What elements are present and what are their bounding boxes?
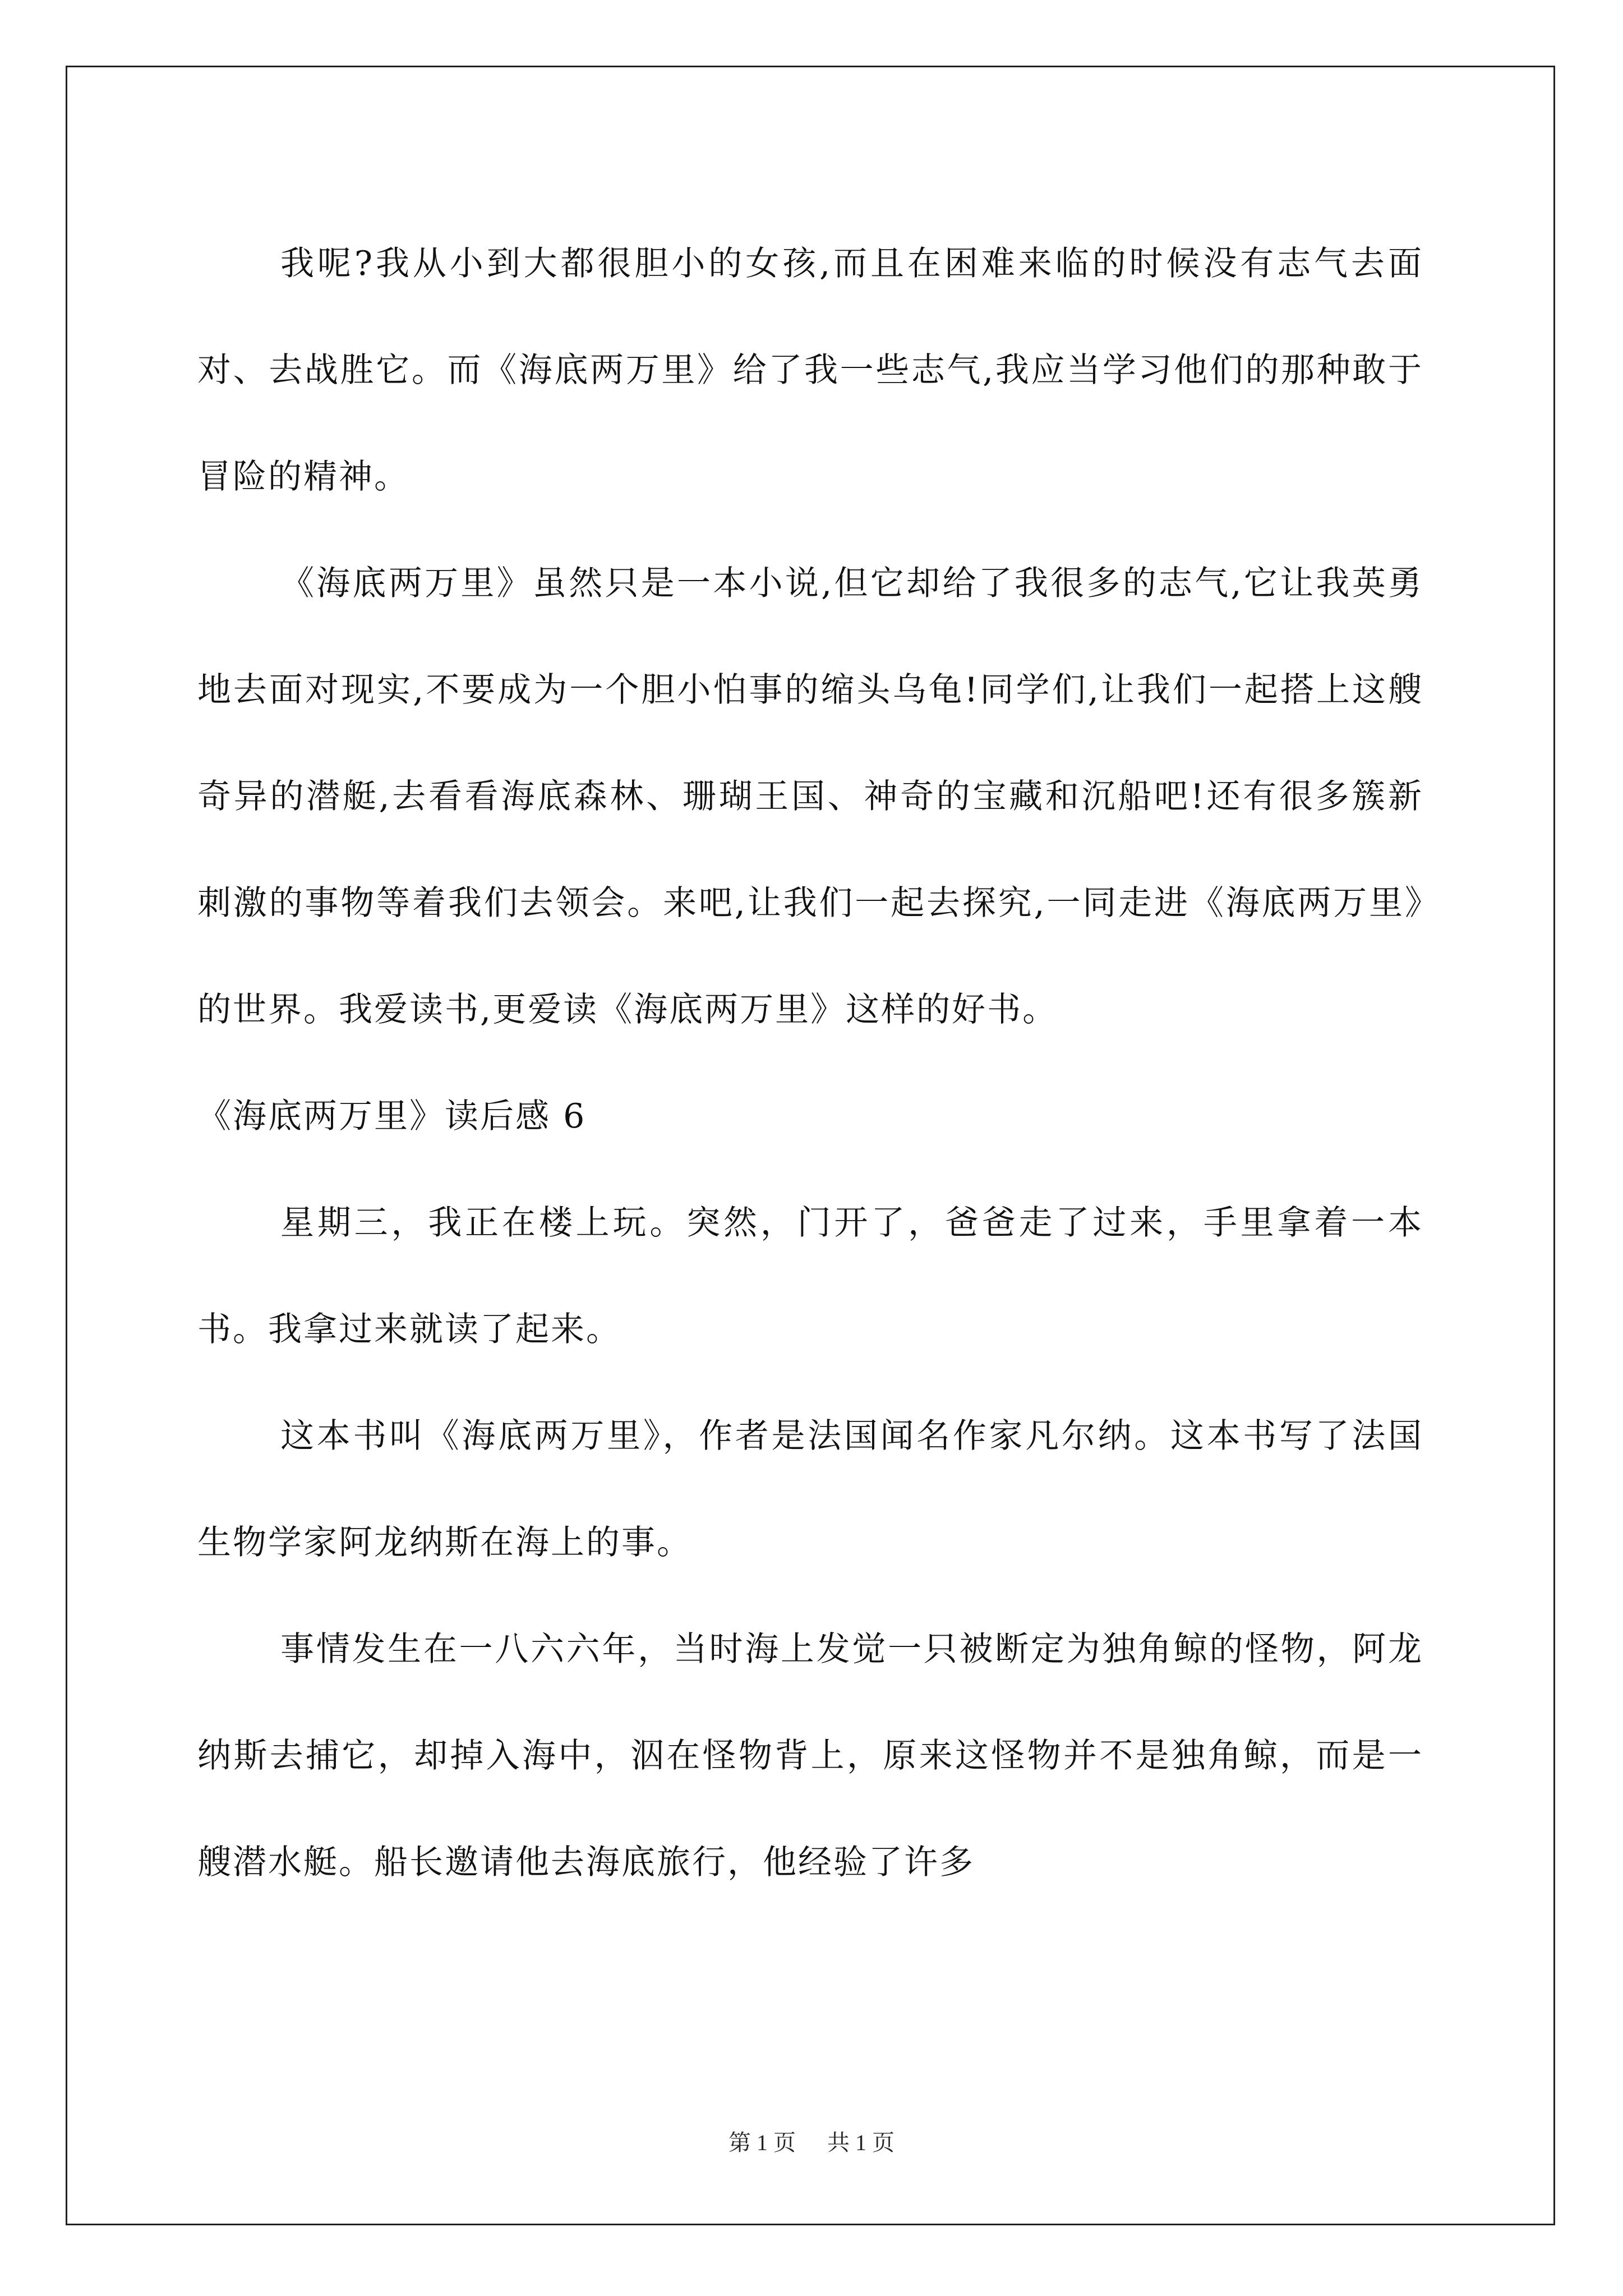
page-footer — [0, 2129, 1623, 2157]
paragraph: 星期三，我正在楼上玩。突然，门开了，爸爸走了过来，手里拿着一本书。我拿过来就读了起来。 — [197, 1203, 1423, 1349]
paragraph: 我呢?我从小到大都很胆小的女孩,而且在困难来临的时候没有志气去面对、去战胜它。而《海底两万里》给了我一些志气,我应当学习他们的那种敢于冒险的精神。 — [197, 244, 1423, 496]
page-number: 第 1 页 — [728, 2130, 796, 2155]
paragraph: 事情发生在一八六六年，当时海上发觉一只被断定为独角鲸的怪物，阿龙纳斯去捕它，却掉入海中，泅在怪物背上，原来这怪物并不是独角鲸，而是一艘潜水艇。船长邀请他去海底旅行，他经验了许多 — [197, 1630, 1423, 1882]
document-body — [197, 210, 1423, 1916]
paragraph: 这本书叫《海底两万里》，作者是法国闻名作家凡尔纳。这本书写了法国生物学家阿龙纳斯在海上的事。 — [197, 1416, 1423, 1562]
page-total: 共 1 页 — [827, 2130, 895, 2155]
section-heading: 《海底两万里》读后感 6 — [197, 1097, 587, 1136]
paragraph: 《海底两万里》虽然只是一本小说,但它却给了我很多的志气,它让我英勇地去面对现实,不要成为一个胆小怕事的缩头乌龟!同学们,让我们一起搭上这艘奇异的潜艇,去看看海底森林、珊瑚王国、神奇的宝藏和沉船吧!还有很多簇新刺激的事物等着我们去领会。来吧,让我们一起去探究,一同走进《海底两万里》的世界。我爱读书,更爱读《海底两万里》这样的好书。 — [197, 564, 1423, 1029]
